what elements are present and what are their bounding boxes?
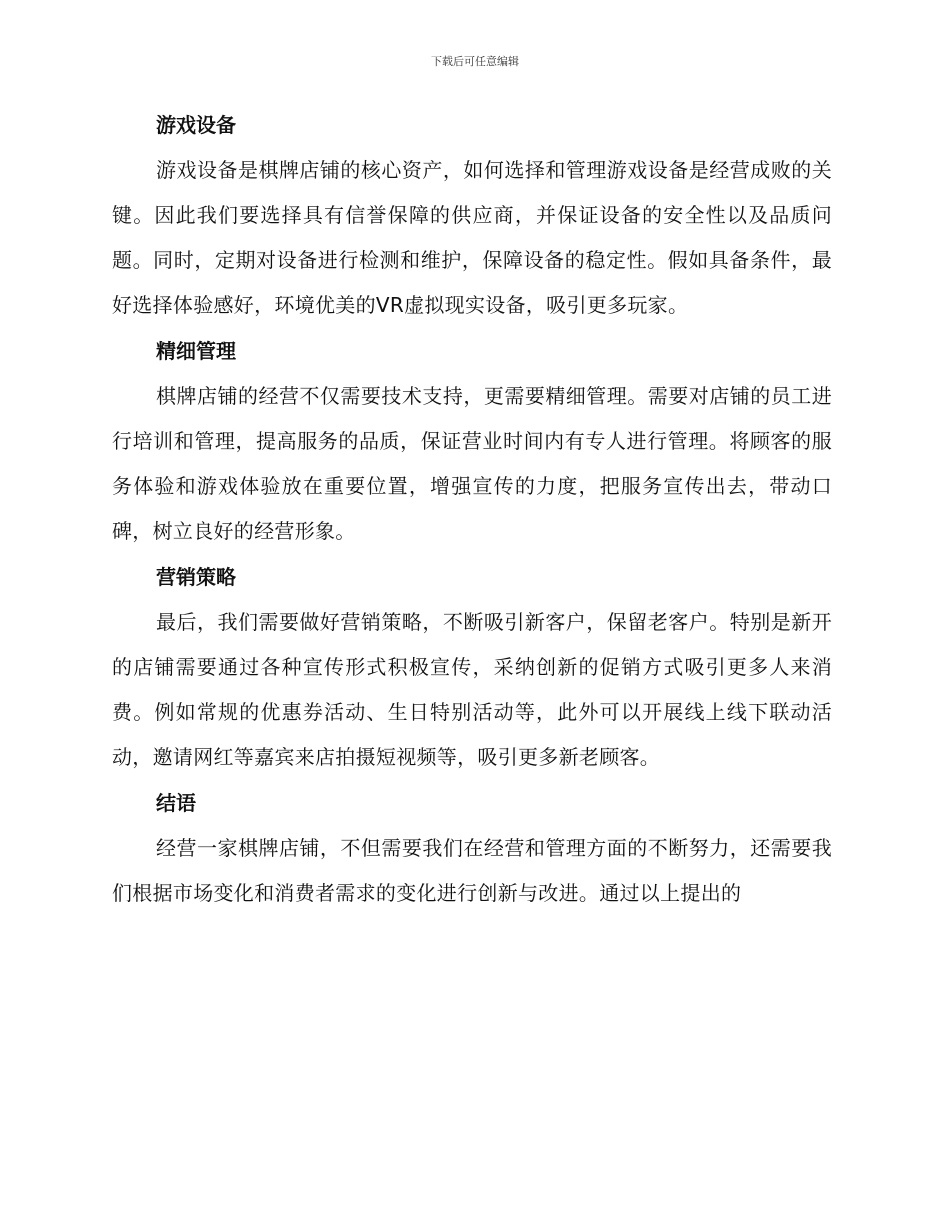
section-heading: 精细管理 — [156, 339, 236, 363]
page-header-note: 下载后可任意编辑 — [431, 55, 519, 68]
document-body — [112, 110, 832, 924]
section-marketing-strategy — [112, 562, 832, 780]
section-fine-management — [112, 336, 832, 554]
section-heading: 结语 — [156, 791, 196, 815]
section-heading: 营销策略 — [156, 565, 236, 589]
section-heading: 游戏设备 — [156, 113, 236, 137]
section-paragraph: 经营一家棋牌店铺，不但需要我们在经营和管理方面的不断努力，还需要我们根据市场变化和消费者需求的变化进行创新与改进。通过以上提出的 — [112, 836, 832, 905]
section-paragraph: 最后，我们需要做好营销策略，不断吸引新客户，保留老客户。特别是新开的店铺需要通过各种宣传形式积极宣传，采纳创新的促销方式吸引更多人来消费。例如常规的优惠券活动、生日特别活动等，此外可以开展线上线下联动活动，邀请网红等嘉宾来店拍摄短视频等，吸引更多新老顾客。 — [112, 610, 832, 769]
section-paragraph: 棋牌店铺的经营不仅需要技术支持，更需要精细管理。需要对店铺的员工进行培训和管理，提高服务的品质，保证营业时间内有专人进行管理。将顾客的服务体验和游戏体验放在重要位置，增强宣传的力度，把服务宣传出去，带动口碑，树立良好的经营形象。 — [112, 384, 832, 543]
section-paragraph: 游戏设备是棋牌店铺的核心资产，如何选择和管理游戏设备是经营成败的关键。因此我们要选择具有信誉保障的供应商，并保证设备的安全性以及品质问题。同时，定期对设备进行检测和维护，保障设备的稳定性。假如具备条件，最好选择体验感好，环境优美的VR虚拟现实设备，吸引更多玩家。 — [112, 158, 832, 317]
section-game-equipment — [112, 110, 832, 328]
section-conclusion — [112, 788, 832, 916]
